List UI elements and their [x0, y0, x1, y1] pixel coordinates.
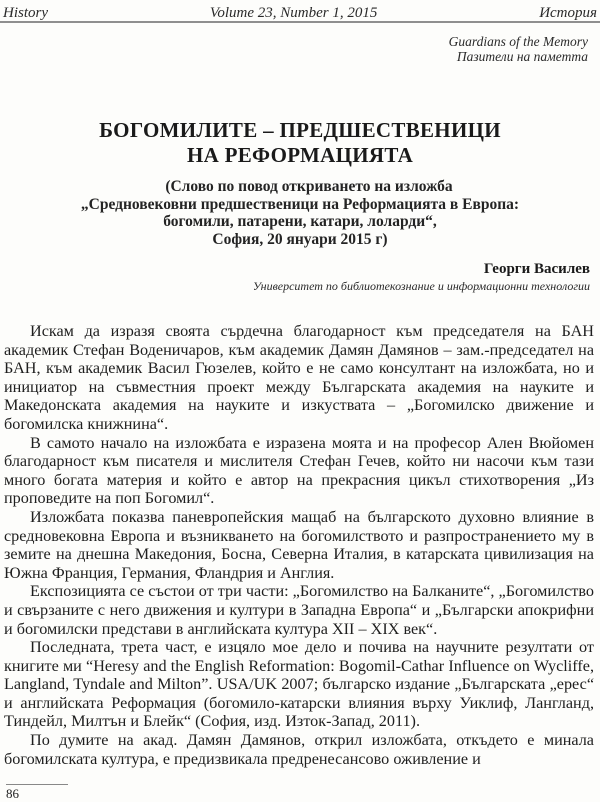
page-number: 86: [6, 786, 19, 801]
paragraph: Искам да изразя своята сърдечна благодарност към председателя на БАН академик Стефан Воденичаров, към академик Дамян Дамянов – зам.-председател на БАН, към академик Васил Гюзелев, който е не само консултант на изложбата, но и инициатор на съвместния проект между Българската академия на науките и Македонската академия на науките и изкуствата – „Богомилско движение и богомилска книжнина“.: [4, 322, 594, 433]
journal-section-bulgarian: История: [539, 5, 597, 21]
volume-issue: Volume 23, Number 1, 2015: [209, 5, 378, 21]
title-line-1: БОГОМИЛИТЕ – ПРЕДШЕСТВЕНИЦИ: [99, 118, 501, 142]
subtitle-line: София, 20 януари 2015 г): [212, 230, 388, 248]
paragraph: По думите на акад. Дамян Дамянов, открил изложбата, откъдето е минала богомилската култура, е предизвикала предренесансово оживление и: [4, 731, 594, 768]
author-affiliation: Университет по библиотекознание и информационни технологии: [252, 279, 590, 293]
article-body: [4, 322, 594, 768]
subtitle-line: богомили, патарени, катари, лоларди“,: [163, 213, 437, 230]
subtitle-line: (Слово по повод откриването на изложба: [165, 178, 453, 195]
rubric-english: Guardians of the Memory: [448, 34, 588, 49]
article-title: [0, 118, 600, 168]
paragraph: Последната, трета част, е изцяло мое дело и почива на научните резултати от книгите ми “Heresy and the English Reformation: Bogomil-Cathar Influence on Wycliffe, Langland, Tyndale and Milton”. USA/UK 2007; българско издание „Българската „ерес“ и английската Реформация (богомило-катарски влияния върху Уиклиф, Ланглaнд, Тиндейл, Милтън и Блейк“ (София, изд. Изток-Запад, 2011).: [4, 638, 594, 731]
author-name: Георги Василев: [483, 261, 590, 277]
subtitle-line: „Средновековни предшественици на Реформацията в Европа:: [80, 195, 520, 213]
paragraph: В самото начало на изложбата е изразена моята и на професор Ален Вюйомен благодарност към писателя и мислителя Стефан Гечев, който ни насочи към тази много богата материя и който е автор на прекрасния цикъл стихотворения „Из проповедите на поп Богомил“.: [4, 433, 594, 508]
paragraph: Изложбата показва паневропейския мащаб на българското духовно влияние в средновековна Европа и възникването на богомилството и разпространението му в земите на днешна Македония, Босна, Северна Италия, в катарската цивилизация на Южна Франция, Германия, Фландрия и Англия.: [4, 507, 594, 582]
running-head: [3, 0, 597, 22]
rubric-bulgarian: Пазители на паметта: [456, 49, 588, 64]
title-line-2: НА РЕФОРМАЦИЯТА: [186, 143, 414, 167]
paragraph: Експозицията се състои от три части: „Богомилство на Балканите“, „Богомилство и свързаните с него движения и култури в Западна Европа“ и „Български апокрифни и богомилски представи в английската култура XII – XIX век“.: [4, 582, 594, 638]
article-subtitle: [20, 178, 580, 248]
section-rubric: [449, 34, 588, 64]
footer-rule: [6, 784, 68, 785]
journal-section-english: History: [3, 5, 48, 21]
header-rule: [0, 21, 600, 23]
